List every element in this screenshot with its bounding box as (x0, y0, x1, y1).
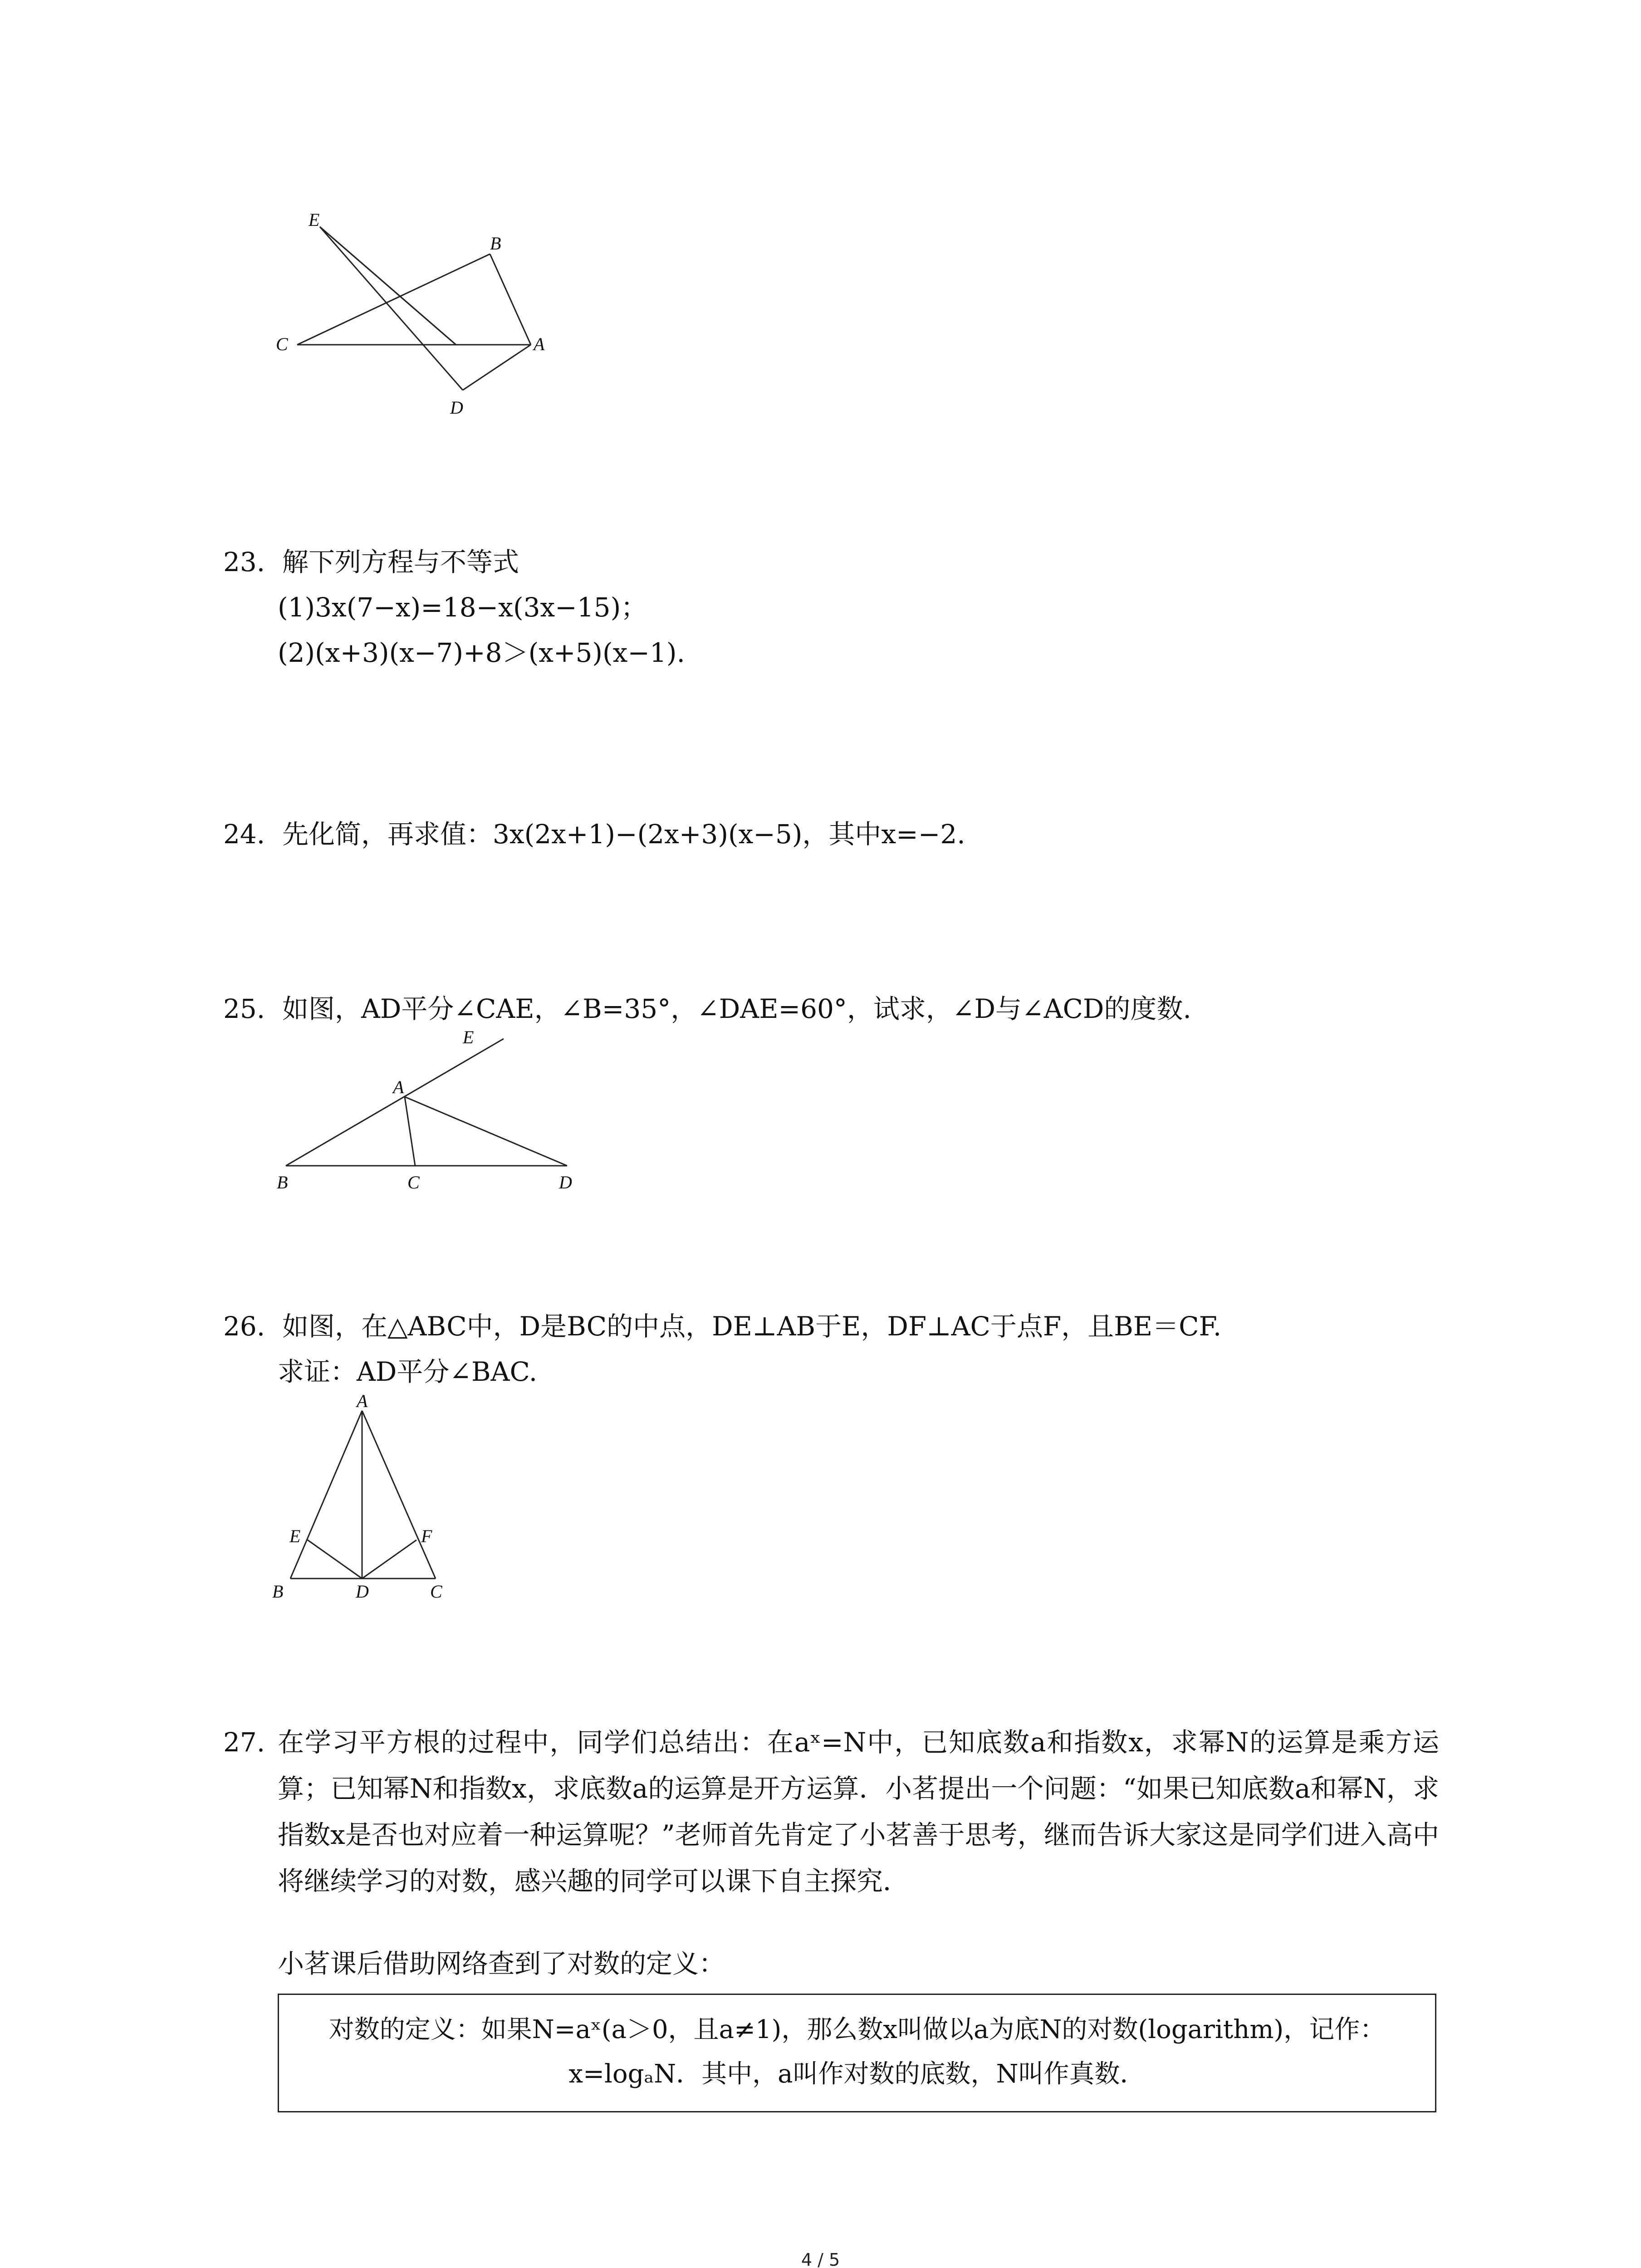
question-number: 27. (223, 1727, 265, 1758)
question-24: 24. 先化简，再求值：3x(2x+1)−(2x+3)(x−5)，其中x=−2. (223, 819, 965, 850)
figure-q26 (263, 1388, 490, 1603)
question-23-title: 23. 解下列方程与不等式 (223, 547, 519, 577)
question-23-part1: (1)3x(7−x)=18−x(3x−15)； (278, 592, 647, 623)
label-a: A (534, 334, 545, 354)
question-26-line2: 求证：AD平分∠BAC. (278, 1356, 538, 1387)
question-23-part2: (2)(x+3)(x−7)+8＞(x+5)(x−1). (278, 637, 685, 668)
segment-ba (490, 254, 531, 345)
definition-box (278, 1994, 1436, 2112)
label-b: B (277, 1172, 288, 1193)
question-27-line2: 小茗课后借助网络查到了对数的定义： (278, 1948, 725, 1979)
segment-de (308, 1540, 362, 1579)
question-number: 25. (223, 993, 265, 1024)
definition-text: 对数的定义：如果N=aˣ(a＞0，且a≠1)，那么数x叫做以a为底N的对数(logarithm)，记作：x=logₐN．其中，a叫作对数的底数，N叫作真数． (328, 2015, 1386, 2089)
figure-q22 (263, 204, 581, 424)
label-c: C (407, 1172, 420, 1193)
segment-ac (405, 1097, 415, 1166)
label-d: D (450, 397, 463, 418)
label-a: A (393, 1077, 404, 1097)
label-c: C (276, 334, 288, 354)
label-b: B (490, 233, 501, 254)
label-e: E (463, 1030, 474, 1047)
question-number: 23. (223, 547, 265, 577)
label-a: A (357, 1391, 368, 1411)
label-e: E (309, 210, 320, 230)
segment-ac (362, 1411, 436, 1579)
page-number: 4 / 5 (801, 2250, 840, 2268)
label-f: F (421, 1526, 432, 1546)
segment-da (463, 345, 531, 390)
segment-ad (405, 1097, 567, 1166)
question-25: 25. 如图，AD平分∠CAE，∠B=35°，∠DAE=60°，试求，∠D与∠ACD的度数. (223, 993, 1191, 1024)
segment-ed (320, 227, 463, 390)
label-d: D (559, 1172, 572, 1193)
ray-be (286, 1039, 504, 1166)
question-number: 26. (223, 1311, 265, 1342)
question-number: 24. (223, 819, 265, 850)
figure-q25 (263, 1030, 599, 1199)
label-b: B (272, 1581, 284, 1601)
label-d: D (356, 1581, 369, 1601)
label-e: E (289, 1526, 301, 1546)
question-26: 26. 如图，在△ABC中，D是BC的中点，DE⊥AB于E，DF⊥AC于点F，且BE＝CF. (223, 1311, 1222, 1342)
segment-cb (297, 254, 490, 345)
label-c: C (430, 1581, 442, 1601)
segment-df (362, 1540, 416, 1579)
question-27-paragraph: 27. 在学习平方根的过程中，同学们总结出：在aˣ=N中，已知底数a和指数x，求幂N的运算是乘方运算；已知幂N和指数x，求底数a的运算是开方运算．小茗提出一个问题：“如果已知底数a和幂N，求指数x是否也对应着一种运算呢？”老师首先肯定了小茗善于思考，继而告诉大家这是同学们进入高中将继续学习的对数，感兴趣的同学可以课下自主探究． (278, 1719, 1439, 1904)
